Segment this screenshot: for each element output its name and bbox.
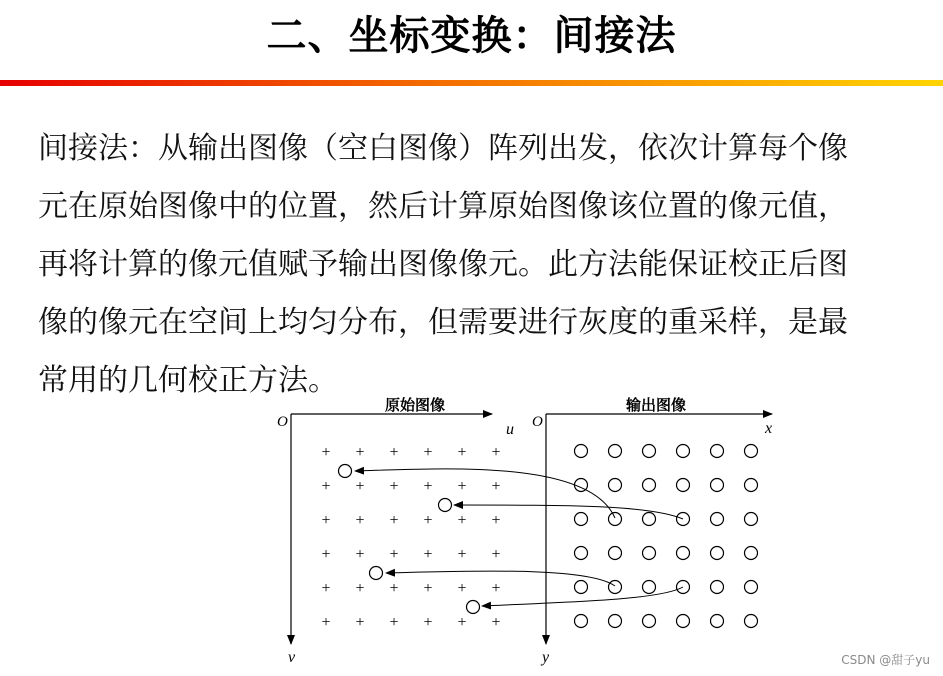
source-pixel-mark: + xyxy=(355,512,365,529)
source-sample-point xyxy=(467,601,480,614)
output-x-label: x xyxy=(765,420,773,437)
output-pixel xyxy=(609,547,622,560)
output-pixel xyxy=(643,513,656,526)
output-pixel xyxy=(643,479,656,492)
source-pixel-mark: + xyxy=(321,444,331,461)
source-pixel-mark: + xyxy=(389,580,399,597)
output-pixel xyxy=(711,513,724,526)
source-pixel-mark: + xyxy=(389,546,399,563)
source-u-label: u xyxy=(506,421,514,438)
output-y-label: y xyxy=(542,649,550,666)
source-pixel-mark: + xyxy=(423,478,433,495)
paragraph-line: 像的像元在空间上均匀分布，但需要进行灰度的重采样，是最 xyxy=(38,305,848,340)
source-pixel-mark: + xyxy=(491,444,501,461)
output-pixel xyxy=(609,513,622,526)
output-pixel xyxy=(643,445,656,458)
source-pixel-mark: + xyxy=(389,478,399,495)
output-pixel xyxy=(711,581,724,594)
output-origin-label: O xyxy=(532,414,543,430)
source-pixel-mark: + xyxy=(423,614,433,631)
output-pixel xyxy=(575,513,588,526)
output-pixel xyxy=(609,615,622,628)
source-pixel-mark: + xyxy=(457,512,467,529)
output-pixel xyxy=(711,445,724,458)
source-pixel-mark: + xyxy=(491,580,501,597)
source-pixel-mark: + xyxy=(355,614,365,631)
output-pixel xyxy=(677,479,690,492)
source-pixel-mark: + xyxy=(491,614,501,631)
paragraph-line: 元在原始图像中的位置，然后计算原始图像该位置的像元值， xyxy=(38,189,848,224)
source-origin-label: O xyxy=(277,414,288,430)
source-pixel-mark: + xyxy=(457,444,467,461)
source-pixel-mark: + xyxy=(355,580,365,597)
source-pixel-mark: + xyxy=(491,512,501,529)
title-underline xyxy=(0,80,943,86)
body-paragraph xyxy=(38,120,908,410)
mapping-diagram xyxy=(270,390,790,670)
paragraph-line: 间接法：从输出图像（空白图像）阵列出发，依次计算每个像 xyxy=(38,131,848,166)
source-pixel-mark: + xyxy=(457,614,467,631)
output-pixel xyxy=(609,479,622,492)
source-pixel-mark: + xyxy=(423,546,433,563)
source-pixel-mark: + xyxy=(321,580,331,597)
source-pixel-mark: + xyxy=(457,580,467,597)
output-pixel xyxy=(745,513,758,526)
source-pixel-mark: + xyxy=(389,444,399,461)
source-pixel-mark: + xyxy=(491,546,501,563)
source-pixel-mark: + xyxy=(355,478,365,495)
output-pixel xyxy=(609,581,622,594)
paragraph-line: 再将计算的像元值赋予输出图像像元。此方法能保证校正后图 xyxy=(38,247,848,282)
output-pixel xyxy=(745,445,758,458)
output-pixel xyxy=(745,581,758,594)
output-pixel xyxy=(575,615,588,628)
output-pixel xyxy=(575,445,588,458)
output-pixel xyxy=(711,615,724,628)
source-sample-point xyxy=(370,567,383,580)
output-pixel xyxy=(745,615,758,628)
source-pixel-mark: + xyxy=(355,546,365,563)
source-pixel-mark: + xyxy=(389,512,399,529)
source-pixel-mark: + xyxy=(321,512,331,529)
source-pixel-mark: + xyxy=(423,444,433,461)
source-pixel-mark: + xyxy=(457,478,467,495)
source-pixel-mark: + xyxy=(423,580,433,597)
source-pixel-mark: + xyxy=(355,444,365,461)
source-pixel-mark: + xyxy=(491,478,501,495)
output-pixel xyxy=(609,445,622,458)
paragraph-line: 常用的几何校正方法。 xyxy=(38,363,338,398)
output-pixel xyxy=(745,479,758,492)
output-pixel xyxy=(643,547,656,560)
source-pixel-mark: + xyxy=(457,546,467,563)
output-pixel xyxy=(677,547,690,560)
output-image-label: 输出图像 xyxy=(626,396,687,414)
output-pixel xyxy=(745,547,758,560)
output-pixel xyxy=(677,615,690,628)
source-pixel-mark: + xyxy=(423,512,433,529)
source-pixel-mark: + xyxy=(389,614,399,631)
output-pixel xyxy=(677,445,690,458)
watermark: CSDN @甜子yu xyxy=(841,653,930,667)
source-sample-point xyxy=(439,499,452,512)
source-pixel-mark: + xyxy=(321,478,331,495)
source-v-label: v xyxy=(288,649,296,666)
source-sample-point xyxy=(339,465,352,478)
output-pixel xyxy=(711,479,724,492)
page-title: 二、坐标变换：间接法 xyxy=(266,13,677,59)
output-pixel xyxy=(643,615,656,628)
output-pixel xyxy=(575,547,588,560)
source-pixel-mark: + xyxy=(321,614,331,631)
output-pixel xyxy=(643,581,656,594)
source-pixel-mark: + xyxy=(321,546,331,563)
output-pixel xyxy=(711,547,724,560)
source-image-label: 原始图像 xyxy=(385,396,446,414)
output-pixel xyxy=(575,581,588,594)
